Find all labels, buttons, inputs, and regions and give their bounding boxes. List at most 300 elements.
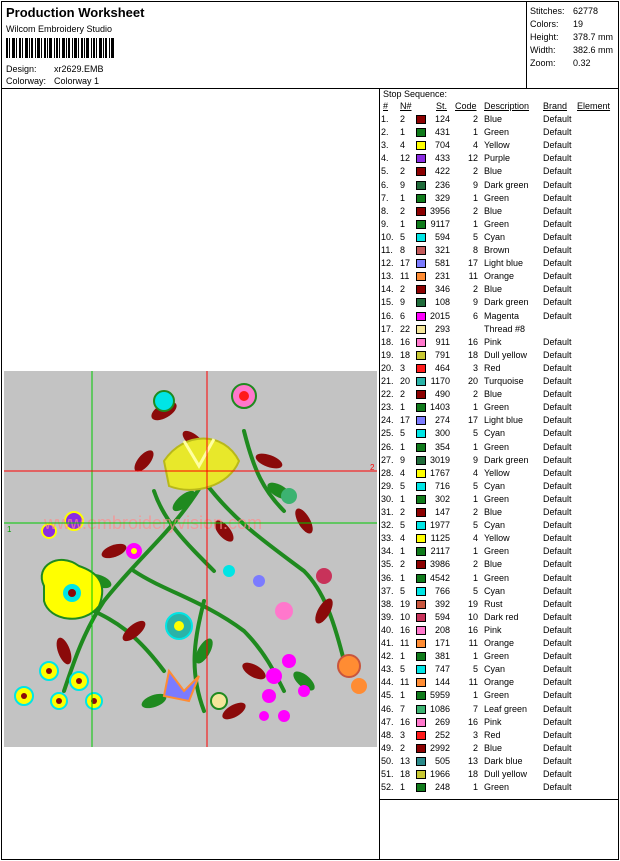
cell-index: 27. [381,454,394,465]
cell-brand: Default [543,533,572,544]
cell-brand: Default [543,402,572,413]
cell-description: Light blue [484,258,524,269]
color-swatch [416,783,426,792]
cell-index: 3. [381,140,389,151]
cell-needle: 18 [400,769,411,779]
table-row [380,455,618,468]
stat-height: Height: 378.7 mm [530,32,614,42]
table-row [380,730,618,743]
color-swatch [416,351,426,360]
cell-description: Purple [484,153,511,164]
cell-description: Orange [484,638,515,648]
cell-needle: 1 [400,218,406,229]
cell-stitches: 248 [434,782,450,793]
cell-stitches: 9117 [430,218,450,229]
cell-brand: Default [543,310,572,321]
cell-brand: Default [543,520,572,531]
table-row [380,546,618,559]
table-row [380,166,618,179]
worksheet-header [2,2,618,89]
cell-description: Blue [484,284,503,295]
cell-brand: Default [543,127,572,138]
table-row [380,219,618,232]
cell-description: Yellow [484,140,510,151]
cell-code: 1 [472,572,478,583]
cell-index: 8. [381,205,389,216]
cell-needle: 5 [400,520,406,531]
cell-index: 50. [381,755,394,766]
cell-stitches: 354 [434,441,450,452]
cell-needle: 20 [400,376,411,386]
cell-description: Orange [484,271,515,282]
design-label: Design: [6,64,37,74]
cell-needle: 1 [400,441,406,452]
cell-needle: 8 [400,245,406,255]
table-row [380,376,618,389]
cell-needle: 16 [400,336,411,347]
cell-description: Brown [484,245,510,255]
cell-code: 18 [467,769,478,779]
cell-stitches: 346 [434,284,450,295]
cell-brand: Default [543,624,572,635]
cell-description: Blue [484,205,503,216]
table-row [380,153,618,166]
design-row [6,64,104,74]
cell-stitches: 766 [434,585,450,596]
cell-brand: Default [543,362,572,373]
cell-brand: Default [543,480,572,491]
cell-brand: Default [543,245,572,255]
cell-brand: Default [543,153,572,164]
color-swatch [416,312,426,321]
cell-brand: Default [543,166,572,177]
cell-index: 17. [381,323,394,334]
color-swatch [416,547,426,556]
cell-needle: 2 [400,389,406,400]
cell-index: 25. [381,428,394,439]
table-row [380,324,618,337]
cell-description: Red [484,729,501,740]
color-swatch [416,141,426,150]
cell-description: Green [484,441,510,452]
cell-code: 7 [472,703,478,714]
sequence-footer-divider [380,799,618,800]
table-row [380,494,618,507]
table-row [380,350,618,363]
cell-description: Rust [484,598,503,609]
color-swatch [416,652,426,661]
cell-index: 33. [381,533,394,544]
cell-code: 16 [467,336,478,347]
cell-code: 19 [467,598,478,609]
cell-description: Dark green [484,454,529,465]
cell-stitches: 791 [434,349,450,360]
cell-brand: Default [543,231,572,242]
cell-needle: 1 [400,546,406,557]
cell-code: 9 [472,454,478,465]
cell-needle: 16 [400,716,411,727]
cell-index: 6. [381,179,389,190]
cell-index: 14. [381,284,394,295]
cell-brand: Default [543,677,572,688]
cell-brand: Default [543,284,572,295]
cell-brand: Default [543,271,572,282]
cell-code: 9 [472,297,478,308]
cell-stitches: 1403 [429,402,450,413]
table-row [380,271,618,284]
cell-stitches: 108 [434,297,450,308]
cell-stitches: 208 [434,624,450,635]
cell-description: Green [484,192,510,203]
embroidery-design-preview [4,371,377,747]
color-swatch [416,456,426,465]
stats-panel [527,2,618,88]
cell-stitches: 704 [434,140,450,151]
table-row [380,114,618,127]
cell-description: Cyan [484,520,506,531]
cell-code: 1 [472,402,478,413]
cell-description: Cyan [484,231,506,242]
cell-index: 35. [381,559,394,570]
table-row [380,664,618,677]
color-swatch [416,246,426,255]
table-row [380,442,618,455]
color-swatch [416,574,426,583]
table-row [380,769,618,782]
cell-index: 9. [381,218,389,229]
color-swatch [416,534,426,543]
cell-index: 15. [381,297,394,308]
cell-needle: 2 [400,507,406,517]
cell-brand: Default [543,755,572,766]
color-swatch [416,626,426,635]
cell-stitches: 3019 [429,454,450,465]
cell-stitches: 144 [434,677,450,688]
color-swatch [416,443,426,452]
cell-needle: 9 [400,454,406,465]
cell-stitches: 422 [434,166,450,177]
cell-stitches: 2015 [429,310,450,321]
table-row [380,677,618,690]
cell-needle: 13 [400,755,411,766]
cell-brand: Default [543,729,572,740]
cell-index: 19. [381,349,394,360]
cell-code: 12 [467,153,478,164]
cell-index: 47. [381,716,394,727]
cell-code: 2 [472,114,478,124]
cell-index: 41. [381,638,394,648]
cell-brand: Default [543,782,572,793]
cell-index: 5. [381,166,389,177]
stat-width: Width: 382.6 mm [530,45,614,55]
cell-brand: Default [543,585,572,596]
cell-code: 11 [468,677,478,688]
cell-index: 39. [381,611,394,622]
cell-brand: Default [543,703,572,714]
cell-stitches: 490 [434,389,450,400]
color-swatch [416,364,426,373]
cell-code: 5 [472,480,478,491]
table-row [380,717,618,730]
color-swatch [416,560,426,569]
cell-brand: Default [543,467,572,478]
cell-code: 11 [468,638,478,648]
cell-stitches: 300 [434,428,450,439]
color-swatch [416,403,426,412]
cell-stitches: 124 [434,114,450,124]
cell-brand: Default [543,441,572,452]
cell-description: Pink [484,624,502,635]
cell-code: 2 [472,205,478,216]
cell-needle: 1 [400,782,406,793]
cell-brand: Default [543,769,572,779]
color-swatch [416,128,426,137]
cell-code: 4 [472,467,478,478]
cell-description: Dark red [484,611,519,622]
cell-index: 11. [381,245,393,255]
table-row [380,402,618,415]
cell-index: 49. [381,742,394,753]
cell-stitches: 2117 [430,546,450,557]
cell-index: 18. [381,336,394,347]
cell-stitches: 392 [434,598,450,609]
software-name: Wilcom Embroidery Studio [6,24,113,34]
color-swatch [416,298,426,307]
table-row [380,245,618,258]
barcode-image [6,38,116,58]
cell-needle: 9 [400,297,406,308]
cell-index: 26. [381,441,394,452]
color-swatch [416,194,426,203]
cell-index: 20. [381,362,394,373]
cell-index: 30. [381,493,394,504]
cell-description: Pink [484,716,502,727]
table-row [380,586,618,599]
cell-stitches: 747 [434,664,450,675]
cell-stitches: 3956 [429,205,450,216]
cell-code: 1 [472,441,478,452]
color-swatch [416,154,426,163]
color-swatch [416,469,426,478]
header-info [2,2,527,88]
cell-needle: 17 [400,258,411,269]
cell-stitches: 581 [434,258,450,269]
cell-code: 9 [472,179,478,190]
color-swatch [416,377,426,386]
cell-needle: 5 [400,664,406,675]
cell-brand: Default [543,179,572,190]
cell-needle: 18 [400,349,411,360]
cell-stitches: 594 [434,611,450,622]
cell-needle: 5 [400,480,406,491]
watermark-text: www.embroideryvision.com [44,513,263,533]
color-swatch [416,272,426,281]
color-swatch [416,665,426,674]
cell-code: 2 [472,742,478,753]
cell-brand: Default [543,598,572,609]
cell-index: 31. [381,507,394,517]
cell-description: Orange [484,677,515,688]
cell-code: 17 [467,415,478,426]
cell-brand: Default [543,428,572,439]
cell-description: Green [484,572,510,583]
cell-brand: Default [543,546,572,557]
table-row [380,206,618,219]
cell-stitches: 231 [434,271,450,282]
cell-needle: 2 [400,205,406,216]
cell-index: 28. [381,467,394,478]
cell-needle: 19 [400,598,411,609]
stat-zoom: Zoom: 0.32 [530,58,591,68]
cell-description: Green [484,690,510,701]
cell-stitches: 4542 [429,572,450,583]
cell-description: Blue [484,559,503,570]
table-row [380,363,618,376]
cell-needle: 7 [400,703,406,714]
color-swatch [416,325,426,334]
color-swatch [416,718,426,727]
cell-index: 7. [381,192,389,203]
table-row [380,612,618,625]
cell-needle: 11 [400,677,410,688]
color-swatch [416,600,426,609]
cell-code: 4 [472,140,478,151]
cell-code: 2 [472,284,478,295]
cell-description: Green [484,651,510,662]
cell-brand: Default [543,638,572,648]
table-row [380,651,618,664]
cell-stitches: 302 [434,493,450,504]
cell-needle: 1 [400,192,406,203]
cell-code: 11 [468,271,478,282]
cell-code: 1 [472,651,478,662]
cell-brand: Default [543,258,572,269]
cell-needle: 2 [400,742,406,753]
cell-description: Pink [484,336,502,347]
cell-needle: 1 [400,690,406,701]
cell-description: Blue [484,742,503,753]
cell-needle: 1 [400,572,406,583]
cell-needle: 4 [400,533,406,544]
table-row [380,690,618,703]
table-row [380,599,618,612]
color-swatch [416,613,426,622]
table-row [380,297,618,310]
cell-needle: 2 [400,284,406,295]
table-row [380,625,618,638]
color-swatch [416,744,426,753]
cell-code: 1 [472,218,478,229]
table-row [380,743,618,756]
cell-code: 1 [472,127,478,138]
cell-brand: Default [543,205,572,216]
col-header-stitches: St. [436,101,448,111]
cell-brand: Default [543,690,572,701]
cell-description: Blue [484,389,503,400]
axis-marker-2: 2 [370,463,375,472]
cell-code: 5 [472,520,478,531]
cell-description: Dark green [484,179,529,190]
cell-index: 29. [381,480,394,491]
cell-index: 51. [381,769,394,779]
table-row [380,180,618,193]
cell-brand: Default [543,559,572,570]
cell-needle: 16 [400,624,411,635]
colorway-row [6,76,99,86]
cell-stitches: 911 [435,336,450,347]
cell-brand: Default [543,611,572,622]
cell-index: 4. [381,153,389,164]
cell-index: 45. [381,690,394,701]
cell-stitches: 252 [434,729,450,740]
cell-code: 2 [472,389,478,400]
cell-description: Yellow [484,467,510,478]
cell-code: 1 [472,546,478,557]
cell-index: 44. [381,677,394,688]
col-header-description: Description [484,101,530,111]
cell-needle: 11 [400,638,410,648]
table-row [380,337,618,350]
color-swatch [416,115,426,124]
cell-index: 16. [381,310,394,321]
table-row [380,756,618,769]
color-swatch [416,757,426,766]
cell-stitches: 321 [434,245,450,255]
cell-needle: 5 [400,585,406,596]
cell-code: 13 [467,755,478,766]
cell-code: 10 [467,611,478,622]
cell-stitches: 1966 [429,769,450,779]
cell-code: 6 [472,310,478,321]
cell-index: 22. [381,389,394,400]
table-row [380,782,618,795]
cell-code: 1 [472,192,478,203]
cell-needle: 1 [400,493,406,504]
color-swatch [416,678,426,687]
table-row [380,481,618,494]
color-swatch [416,770,426,779]
cell-brand: Default [543,140,572,151]
color-swatch [416,207,426,216]
cell-description: Green [484,402,510,413]
cell-brand: Default [543,716,572,727]
table-row [380,704,618,717]
cell-brand: Default [543,376,572,386]
stat-colors: Colors: 19 [530,19,584,29]
table-row [380,311,618,324]
cell-stitches: 3986 [429,559,450,570]
cell-stitches: 594 [434,231,450,242]
color-swatch [416,220,426,229]
cell-brand: Default [543,507,572,517]
cell-code: 4 [472,533,478,544]
cell-description: Light blue [484,415,524,426]
cell-index: 32. [381,520,394,531]
colorway-label: Colorway: [6,76,47,86]
cell-index: 34. [381,546,394,557]
cell-description: Cyan [484,664,506,675]
cell-stitches: 1977 [429,520,450,531]
cell-needle: 22 [400,323,411,334]
stop-sequence-title: Stop Sequence: [383,89,448,99]
cell-needle: 5 [400,231,406,242]
cell-code: 17 [467,258,478,269]
cell-needle: 4 [400,467,406,478]
table-row [380,258,618,271]
cell-needle: 17 [400,415,411,426]
table-row [380,284,618,297]
cell-description: Green [484,127,510,138]
